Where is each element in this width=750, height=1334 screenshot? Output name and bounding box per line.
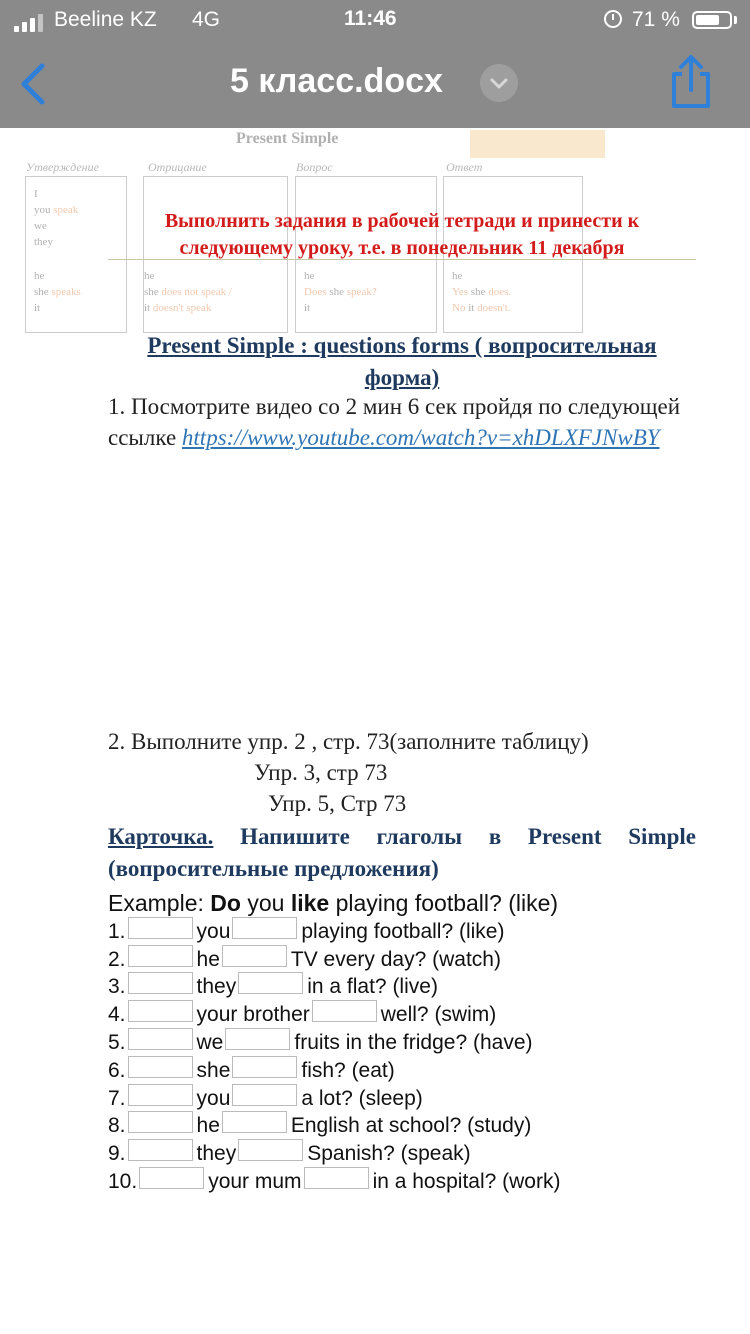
exercise-row bbox=[108, 974, 560, 1002]
chevron-down-icon[interactable] bbox=[480, 64, 518, 102]
clock: 11:46 bbox=[344, 7, 397, 30]
answer-blank[interactable] bbox=[232, 917, 297, 939]
answer-blank[interactable] bbox=[238, 1139, 303, 1161]
exercise-row bbox=[108, 1168, 560, 1196]
exercise-number: 6. bbox=[108, 1058, 126, 1082]
task-1-text: 1. Посмотрите видео со 2 мин 6 сек пройдя по следующей ссылке bbox=[108, 394, 681, 450]
banner-title: Present Simple bbox=[236, 130, 339, 147]
exercise-row bbox=[108, 946, 560, 974]
exercise-number: 10. bbox=[108, 1170, 138, 1194]
exercise-subject: we bbox=[196, 1031, 224, 1055]
card-label: Карточка. bbox=[108, 824, 214, 849]
exercise-rest: English at school? (study) bbox=[290, 1114, 532, 1138]
answer-blank[interactable] bbox=[128, 1056, 193, 1078]
grammar-table-image: Present Simple Утверждение Отрицание Вопрос Ответ I you speak we they he she speaks it he she does not speak / it doesn't speak he Does she speak? it he Yes she does. No it doesn't. bbox=[0, 128, 605, 348]
answer-blank[interactable] bbox=[128, 1000, 193, 1022]
document-title[interactable]: 5 класс.docx bbox=[230, 62, 443, 100]
banner-header: Отрицание bbox=[148, 160, 207, 174]
status-bar bbox=[0, 0, 750, 42]
task-2-line: Упр. 5, Стр 73 bbox=[268, 791, 407, 816]
exercise-row bbox=[108, 918, 560, 946]
chevron-left-icon[interactable] bbox=[14, 60, 54, 108]
signal-icon bbox=[14, 14, 43, 32]
card-instruction: Напишите глаголы в Present Simple bbox=[240, 824, 696, 849]
share-icon[interactable] bbox=[668, 54, 714, 110]
exercise-subject: they bbox=[196, 1142, 237, 1166]
alarm-icon bbox=[604, 10, 622, 28]
answer-blank[interactable] bbox=[128, 945, 193, 967]
answer-blank[interactable] bbox=[222, 945, 287, 967]
exercise-number: 8. bbox=[108, 1114, 126, 1138]
card-subheading: (вопросительные предложения) bbox=[108, 856, 439, 881]
answer-blank[interactable] bbox=[128, 1139, 193, 1161]
answer-blank[interactable] bbox=[128, 972, 193, 994]
exercise-number: 2. bbox=[108, 947, 126, 971]
answer-blank[interactable] bbox=[128, 1028, 193, 1050]
exercise-rest: a lot? (sleep) bbox=[301, 1086, 423, 1110]
battery-icon bbox=[692, 11, 732, 29]
exercise-row bbox=[108, 1140, 560, 1168]
exercise-number: 7. bbox=[108, 1086, 126, 1110]
exercise-subject: you bbox=[196, 919, 231, 943]
exercise-row bbox=[108, 1085, 560, 1113]
exercise-rest: fish? (eat) bbox=[301, 1058, 395, 1082]
exercise-rest: in a flat? (live) bbox=[307, 975, 438, 999]
exercise-number: 4. bbox=[108, 1003, 126, 1027]
battery-percent: 71 % bbox=[632, 8, 680, 31]
exercise-rest: well? (swim) bbox=[380, 1003, 497, 1027]
banner-header: Ответ bbox=[446, 160, 483, 174]
exercise-number: 1. bbox=[108, 919, 126, 943]
answer-blank[interactable] bbox=[238, 972, 303, 994]
answer-blank[interactable] bbox=[222, 1111, 287, 1133]
exercise-rest: TV every day? (watch) bbox=[290, 947, 501, 971]
network-type: 4G bbox=[192, 8, 221, 31]
banner-header: Вопрос bbox=[296, 160, 333, 174]
exercise-subject: you bbox=[196, 1086, 231, 1110]
exercise-number: 3. bbox=[108, 975, 126, 999]
carrier-name: Beeline KZ bbox=[54, 8, 157, 31]
exercise-subject: they bbox=[196, 975, 237, 999]
exercise-number: 9. bbox=[108, 1142, 126, 1166]
exercise-subject: she bbox=[196, 1058, 231, 1082]
nav-bar bbox=[0, 42, 750, 128]
answer-blank[interactable] bbox=[312, 1000, 377, 1022]
exercise-rest: playing football? (like) bbox=[301, 919, 505, 943]
exercise-row bbox=[108, 1113, 560, 1141]
exercise-subject: he bbox=[196, 1114, 220, 1138]
exercise-row bbox=[108, 1001, 560, 1029]
exercise-rest: fruits in the fridge? (have) bbox=[294, 1031, 533, 1055]
answer-blank[interactable] bbox=[128, 917, 193, 939]
task-2-line: 2. Выполните упр. 2 , стр. 73(заполните таблицу) bbox=[108, 729, 589, 754]
answer-blank[interactable] bbox=[128, 1084, 193, 1106]
homework-notice: Выполнить задания в рабочей тетради и принести к следующему уроку, т.е. в понедельник 11 декабря bbox=[164, 210, 640, 259]
exercise-subject: he bbox=[196, 947, 220, 971]
section-heading: Present Simple : questions forms ( вопросительная форма) bbox=[147, 333, 657, 390]
banner-header: Утверждение bbox=[26, 160, 99, 174]
card-heading bbox=[108, 821, 696, 853]
exercise-subject: your mum bbox=[208, 1170, 302, 1194]
answer-blank[interactable] bbox=[304, 1167, 369, 1189]
task-1 bbox=[108, 391, 708, 453]
exercise-rest: Spanish? (speak) bbox=[307, 1142, 471, 1166]
exercise-list bbox=[108, 888, 560, 1196]
answer-blank[interactable] bbox=[128, 1111, 193, 1133]
task-2 bbox=[108, 726, 589, 819]
task-2-line: Упр. 3, стр 73 bbox=[254, 760, 388, 785]
example-line: Example: Do you like playing football? (like) bbox=[108, 890, 559, 916]
answer-blank[interactable] bbox=[139, 1167, 204, 1189]
answer-blank[interactable] bbox=[232, 1056, 297, 1078]
exercise-rest: in a hospital? (work) bbox=[372, 1170, 561, 1194]
exercise-row bbox=[108, 1057, 560, 1085]
answer-blank[interactable] bbox=[225, 1028, 290, 1050]
exercise-number: 5. bbox=[108, 1031, 126, 1055]
answer-blank[interactable] bbox=[232, 1084, 297, 1106]
video-link[interactable]: https://www.youtube.com/watch?v=xhDLXFJNwBY bbox=[181, 425, 660, 450]
exercise-row bbox=[108, 1029, 560, 1057]
exercise-subject: your brother bbox=[196, 1003, 310, 1027]
document-viewer[interactable] bbox=[0, 128, 750, 1334]
